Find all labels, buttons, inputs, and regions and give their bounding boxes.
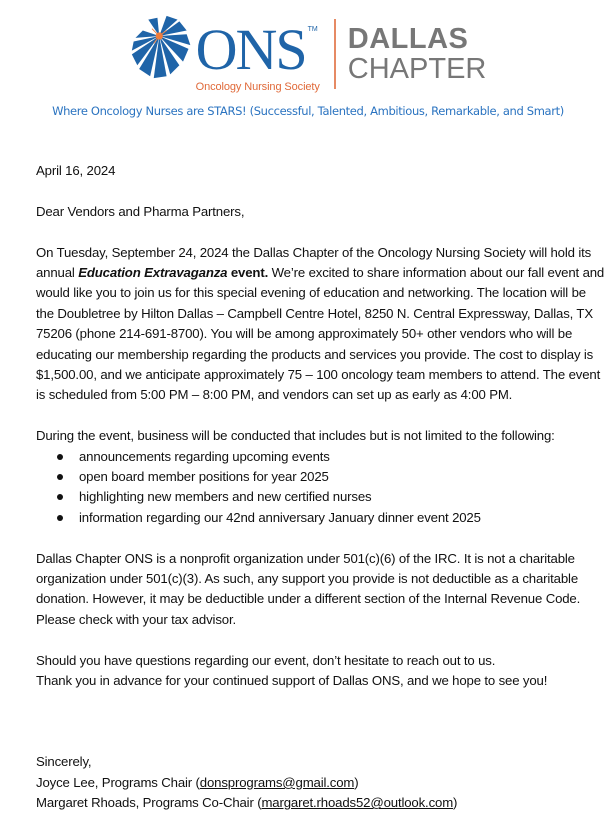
bullet-icon bbox=[57, 474, 63, 480]
paragraph-thanks: Thank you in advance for your continued support of Dallas ONS, and we hope to see you! bbox=[36, 673, 548, 689]
chapter-name-line1: DALLAS bbox=[347, 23, 469, 55]
paragraph-agenda-intro: During the event, business will be conducted that includes but is not limited to the following: bbox=[36, 428, 555, 444]
agenda-item-text: announcements regarding upcoming events bbox=[79, 448, 330, 464]
spacer bbox=[36, 222, 606, 242]
bullet-icon bbox=[57, 454, 63, 460]
signer-line bbox=[36, 793, 606, 813]
agenda-item bbox=[36, 447, 606, 467]
para1-intro: On Tuesday, September 24, 2024 the Dallas Chapter of the Oncology Nursing Society will hold its annual bbox=[36, 244, 592, 280]
paragraph-event-details bbox=[36, 243, 606, 406]
org-name: Oncology Nursing Society bbox=[195, 81, 320, 93]
agenda-item bbox=[36, 487, 606, 507]
event-word: event. bbox=[227, 265, 269, 280]
paragraph-tax-status: Dallas Chapter ONS is a nonprofit organization under 501(c)(6) of the IRC. It is not a charitable organization under 501(c)(3). As such, any support you provide is not deductible as a charitable donation. However, it may be deductible under a different section of the Internal Revenue Code. Please check with your tax advisor. bbox=[36, 550, 581, 627]
signer-email-link[interactable]: donsprograms@gmail.com bbox=[199, 774, 355, 790]
ons-logo bbox=[130, 14, 320, 94]
signer-line bbox=[36, 773, 606, 793]
bullet-icon bbox=[57, 494, 63, 500]
signer-close-paren: ) bbox=[354, 774, 359, 790]
letter-date: April 16, 2024 bbox=[36, 163, 116, 178]
agenda-item-text: open board member positions for year 2025 bbox=[79, 469, 329, 485]
ons-starburst-logo-icon bbox=[130, 14, 194, 80]
para1-rest: We’re excited to share information about our fall event and would like you to join us for this special evening of education and networking. The location will be the Doubletree by Hilton Dallas – Campbell Centre Hotel, 8250 N. Central Expressway, Dallas, TX 75206 (phone 214-691-8700). You will be among approximately 50+ other vendors who will be educating our membership regarding the products and services you provide. The cost to display is $1,500.00, and we anticipate approximately 75 – 100 oncology team members to attend. The event is scheduled from 5:00 PM – 8:00 PM, and vendors can set up as early as 4:00 PM. bbox=[36, 265, 605, 403]
event-name: Education Extravaganza bbox=[78, 265, 228, 280]
logo-divider bbox=[334, 19, 336, 89]
spacer bbox=[36, 181, 606, 201]
signer-name: Joyce Lee, Programs Chair ( bbox=[36, 774, 200, 790]
ons-wordmark: ONS bbox=[195, 17, 306, 82]
closing: Sincerely, bbox=[36, 754, 92, 770]
signer-close-paren: ) bbox=[453, 795, 458, 811]
signer-email-link[interactable]: margaret.rhoads52@outlook.com bbox=[261, 795, 454, 811]
bullet-icon bbox=[57, 515, 63, 521]
agenda-item-text: highlighting new members and new certified nurses bbox=[79, 489, 372, 505]
agenda-item-text: information regarding our 42nd anniversary January dinner event 2025 bbox=[79, 509, 481, 525]
ons-wordmark-row bbox=[195, 17, 318, 82]
paragraph-questions: Should you have questions regarding our event, don’t hesitate to reach out to us. bbox=[36, 652, 496, 668]
chapter-name-line2: CHAPTER bbox=[347, 53, 487, 85]
spacer bbox=[36, 630, 606, 650]
letterhead bbox=[0, 12, 616, 96]
spacer bbox=[36, 406, 606, 426]
spacer bbox=[36, 528, 606, 548]
salutation: Dear Vendors and Pharma Partners, bbox=[36, 203, 245, 219]
agenda-item bbox=[36, 467, 606, 487]
tagline: Where Oncology Nurses are STARS! (Successful, Talented, Ambitious, Remarkable, and Smart) bbox=[52, 104, 564, 118]
chapter-name bbox=[348, 24, 487, 84]
spacer bbox=[36, 691, 606, 752]
agenda-list bbox=[36, 447, 606, 529]
signer-name: Margaret Rhoads, Programs Co-Chair ( bbox=[36, 795, 262, 811]
letter-body bbox=[36, 161, 606, 814]
agenda-item bbox=[36, 508, 606, 528]
trademark-symbol: TM bbox=[307, 26, 318, 33]
ons-wordmark-block bbox=[195, 17, 320, 94]
